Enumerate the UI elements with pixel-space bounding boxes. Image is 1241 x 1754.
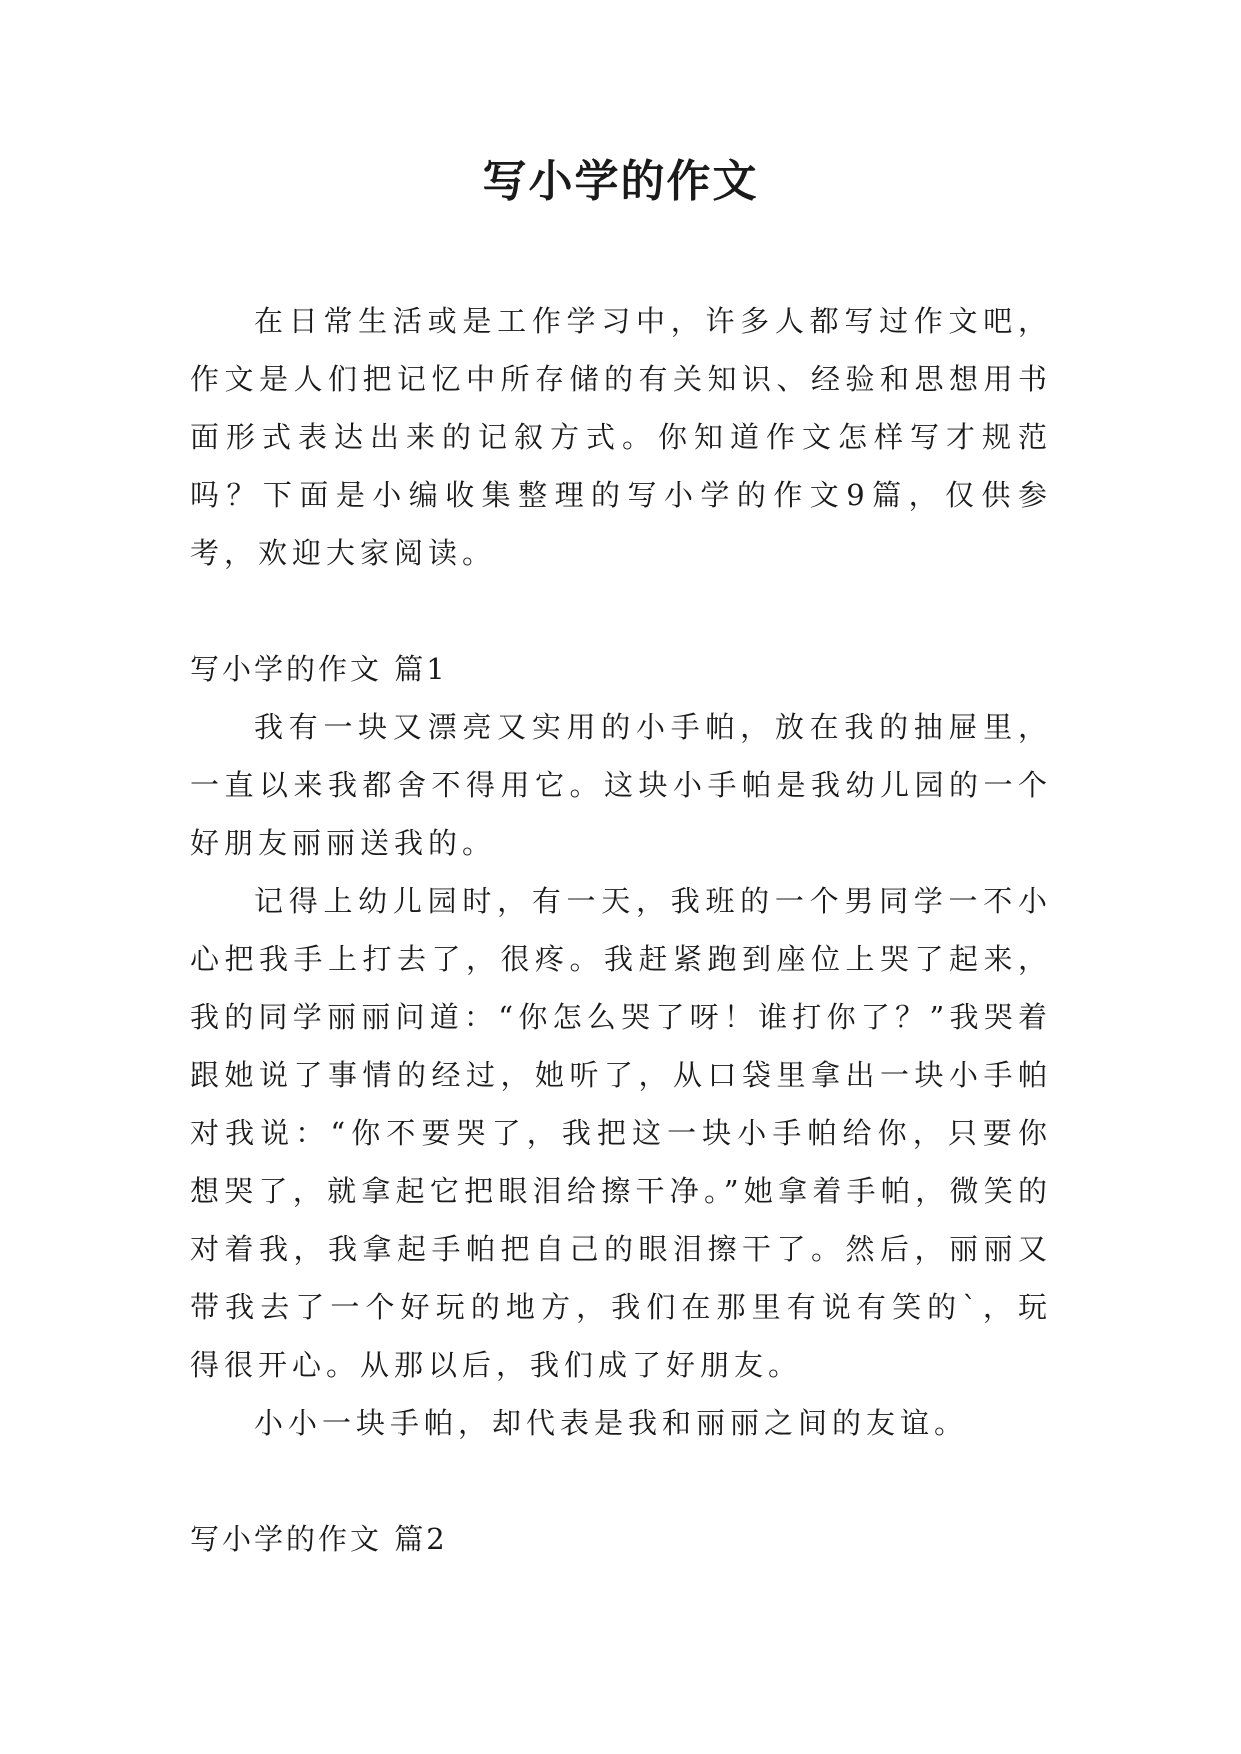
section-2: [190, 1510, 1052, 1568]
body-paragraph: 记得上幼儿园时，有一天，我班的一个男同学一不小心把我手上打去了，很疼。我赶紧跑到座位上哭了起来，我的同学丽丽问道：“你怎么哭了呀！谁打你了？”我哭着跟她说了事情的经过，她听了，从口袋里拿出一块小手帕对我说：“你不要哭了，我把这一块小手帕给你，只要你想哭了，就拿起它把眼泪给擦干净。”她拿着手帕，微笑的对着我，我拿起手帕把自己的眼泪擦干了。然后，丽丽又带我去了一个好玩的地方，我们在那里有说有笑的`，玩得很开心。从那以后，我们成了好朋友。: [190, 884, 1052, 1382]
section-1: [190, 640, 1052, 1452]
spacer: [190, 582, 1052, 640]
body-paragraph: 小小一块手帕，却代表是我和丽丽之间的友谊。: [254, 1406, 969, 1440]
intro-paragraph: 在日常生活或是工作学习中，许多人都写过作文吧，作文是人们把记忆中所存储的有关知识、经验和思想用书面形式表达出来的记叙方式。你知道作文怎样写才规范吗？下面是小编收集整理的写小学的作文9篇，仅供参考，欢迎大家阅读。: [190, 304, 1052, 570]
page-title: 写小学的作文: [482, 156, 759, 207]
section-heading: 写小学的作文 篇1: [190, 652, 448, 686]
section-heading: 写小学的作文 篇2: [190, 1522, 448, 1556]
document-body: [190, 292, 1052, 1568]
spacer: [190, 1452, 1052, 1510]
body-paragraph: 我有一块又漂亮又实用的小手帕，放在我的抽屉里，一直以来我都舍不得用它。这块小手帕是我幼儿园的一个好朋友丽丽送我的。: [190, 710, 1052, 860]
